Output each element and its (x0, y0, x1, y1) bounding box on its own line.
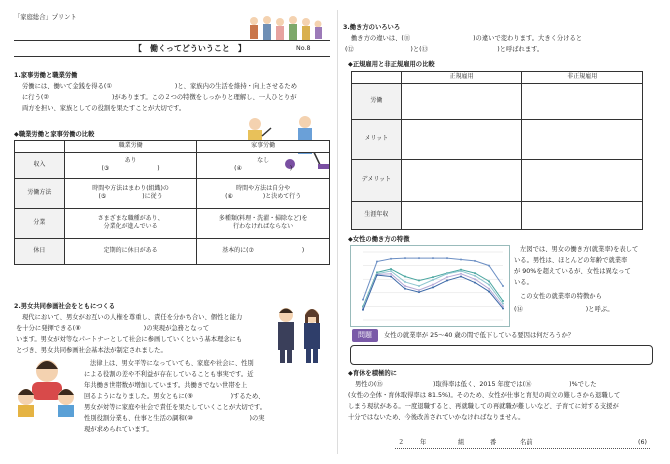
cell-line: 時間や方法はまわり(組織)の (92, 184, 169, 192)
s2-line: による役割の差や不利益が存在していることも事実です。近 (84, 371, 254, 378)
class-label: 組 (458, 439, 465, 446)
chart-point (404, 281, 406, 283)
table2-cell[interactable] (401, 159, 522, 201)
table2-row-label: 労働 (352, 83, 402, 119)
s4-line: しまう現状がある。一度退職すると、再就職しての再就職が難しいなど、子育てに対する支援が (348, 403, 619, 410)
answer-box[interactable] (350, 345, 653, 365)
chart-point (460, 273, 462, 275)
chart-point (404, 275, 406, 277)
table1-row-label: 収入 (15, 152, 65, 178)
chart-text: いる。男性は、ほとんどの年齢で就業率 (514, 257, 628, 264)
s2-line: 法律上は、男女平等になっていても、家庭や社会に、性別 (90, 360, 254, 367)
table2-caption: ◆正規雇用と非正規雇用の比較 (348, 61, 435, 68)
table2-cell[interactable] (522, 119, 643, 159)
s3-line: (⑫ )と(⑬ )と呼ばれます。 (345, 46, 544, 53)
chart-text: が 90%を超えているが、女性は異なって (514, 268, 631, 275)
s2-line: 現が求められています。 (84, 426, 153, 433)
chart-point (488, 280, 490, 282)
table1-cell (197, 178, 330, 208)
table2-cell[interactable] (401, 83, 522, 119)
table1-row-label: 労働方法 (15, 178, 65, 208)
table2-row-label: メリット (352, 119, 402, 159)
section-1-heading: 1.家事労働と職業労働 (14, 72, 78, 79)
cell-line: 分業化が進んでいる (103, 223, 158, 230)
table2-cell[interactable] (522, 83, 643, 119)
table1-cell (64, 208, 197, 238)
chart-point (460, 270, 462, 272)
s1-line: 両方を担い、家族としての役割を果たすことが大切です。 (22, 105, 186, 112)
chart-svg (351, 246, 509, 326)
table1-cell (197, 208, 330, 238)
s1-line: に行う(② )があります。この２つの特徴をしっかりと理解し、一人ひとりが (22, 94, 297, 101)
chart-point (446, 273, 448, 275)
chart-point (460, 258, 462, 260)
cell-line: (③ ) (101, 165, 160, 172)
table2-row-label: 生涯年収 (352, 201, 402, 229)
section-4-heading: ◆育休を積極的に (348, 370, 397, 377)
chart-point (474, 260, 476, 262)
chart-point (502, 300, 504, 302)
chart-point (418, 257, 420, 259)
chart-text: いる。 (514, 279, 533, 286)
question-badge: 問題 (352, 329, 378, 342)
chart-point (488, 284, 490, 286)
chart-point (362, 299, 364, 301)
grade-label: ２ (398, 439, 405, 446)
page-mark: (6) (638, 439, 647, 446)
table1-cell (64, 178, 197, 208)
chart-point (390, 258, 392, 260)
table2-cell[interactable] (401, 201, 522, 229)
family-illustration (246, 14, 326, 44)
table1-row-label: 分業 (15, 208, 65, 238)
s2-line: 回るようになりました。男女ともに(⑨ )するため、 (84, 393, 265, 400)
table1-header: 職業労働 (64, 141, 197, 153)
chart-point (474, 282, 476, 284)
question-text: 女性の就業率が 25～40 歳の間で低下している要因は何だろうか？ (384, 332, 575, 339)
table2-header: 非正規雇用 (522, 72, 643, 84)
chart-point (446, 280, 448, 282)
s2-line: を十分に発揮できる(⑧ )の実現が急務となって (16, 325, 210, 332)
chart-text: 左図では、男女の働き方(就業率)を表して (520, 246, 639, 253)
employment-rate-chart (350, 245, 510, 327)
cell-line: 行わなければならない (233, 223, 294, 230)
cell-line: (④ ) (234, 165, 293, 172)
chart-series-line (363, 258, 503, 299)
chart-point (432, 276, 434, 278)
chart-point (446, 257, 448, 259)
s2-line: 性別役割分業も、仕事と生活の調和(⑩ )の実 (84, 415, 265, 422)
chart-point (376, 274, 378, 276)
s3-line: 働き方の違いは、(⑪ )の違いで変わります。大きく分けると (351, 35, 583, 42)
table2-cell[interactable] (522, 159, 643, 201)
chart-point (390, 268, 392, 270)
s2-line: います。男女が対等なパートナーとして社会に参画していくという基本理念にも (16, 336, 243, 343)
chart-text: この女性の就業率の特徴から (520, 293, 602, 300)
chart-point (390, 273, 392, 275)
table2-cell[interactable] (522, 201, 643, 229)
chart-caption: ◆女性の働き方の特徴 (348, 236, 410, 243)
chart-point (432, 279, 434, 281)
chart-point (362, 309, 364, 311)
table2-row-label: デメリット (352, 159, 402, 201)
chart-point (502, 307, 504, 309)
table1-header: 家事労働 (197, 141, 330, 153)
chart-point (418, 285, 420, 287)
chart-point (418, 291, 420, 293)
page-title: 【 働くってどういうこと 】 (134, 44, 246, 53)
chart-point (390, 270, 392, 272)
column-divider (337, 10, 338, 454)
cell-line: 多種類(料理・洗濯・掃除など)を (218, 214, 308, 222)
chart-point (404, 257, 406, 259)
chart-point (418, 280, 420, 282)
work-comparison-table (14, 140, 330, 265)
family-bottom-illustration (14, 357, 80, 417)
subject-label: 「家庭総合」プリント (14, 14, 77, 21)
table1-caption: ◆職業労働と家事労働の比較 (14, 131, 95, 138)
s4-line: 十分ではないため、今後改善されていかなければなりません。 (348, 414, 525, 421)
s4-line: (女性の全体・育休取得率は 81.5%)。そのため、女性が仕事と育児の両立の難しさから退職して (348, 392, 621, 399)
chart-point (376, 261, 378, 263)
chart-point (432, 257, 434, 259)
chart-point (404, 288, 406, 290)
chart-point (502, 285, 504, 287)
chart-point (488, 288, 490, 290)
table2-header: 正規雇用 (401, 72, 522, 84)
cell-line: 時間や方法は自分や (236, 184, 291, 192)
chart-point (446, 276, 448, 278)
chart-point (390, 275, 392, 277)
name-label: 名前 (520, 439, 533, 446)
name-underline (395, 448, 650, 449)
table1-cell (197, 152, 330, 178)
s2-line: 男女が対等に家庭や社会で責任を果たしていくことが大切です。 (84, 404, 267, 411)
chart-point (432, 284, 434, 286)
s1-line: 労働には、働いて金銭を得る(① )と、家族内の生活を維持・向上させるため (22, 83, 298, 90)
table1-cell: 定期的に休日がある (64, 238, 197, 264)
number-label: 番 (490, 439, 497, 446)
year-label: 年 (420, 439, 427, 446)
table1-row-label: 休日 (15, 238, 65, 264)
chart-point (502, 303, 504, 305)
chart-point (488, 290, 490, 292)
section-2-heading: 2.男女共同参画社会をともにつくる (14, 303, 116, 310)
chart-text: (⑭ )と呼ぶ。 (514, 306, 614, 313)
employment-comparison-table (351, 71, 643, 230)
table2-cell[interactable] (401, 119, 522, 159)
chart-point (432, 286, 434, 288)
table1-corner (15, 141, 65, 153)
table1-cell (64, 152, 197, 178)
table1-cell: 基本的に(⑦ ) (197, 238, 330, 264)
s2-line: 年共働き世帯数が増加しています。共働きでない世帯を上 (84, 382, 248, 389)
s4-line: 男性の(⑮ )取得率は低く、2015 年度では(⑯ )%でした (355, 381, 597, 388)
chart-point (404, 285, 406, 287)
cell-line: さまざまな職種があり、 (97, 214, 164, 222)
cell-line: (⑤ )に従う (98, 193, 163, 200)
chart-point (474, 278, 476, 280)
page-number: No.8 (296, 45, 311, 52)
cell-line: なし (257, 156, 270, 164)
s2-line: 現代において、男女がお互いの人権を尊重し、責任を分かち合い、個性と能力 (22, 314, 243, 321)
s2-line: とづき、男女共同参画社会基本法が制定されました。 (16, 347, 167, 354)
cell-line: あり (124, 156, 137, 164)
table2-corner (352, 72, 402, 84)
section-3-heading: 3.働き方のいろいろ (343, 24, 401, 31)
couple-illustration (268, 305, 330, 365)
chart-point (474, 275, 476, 277)
chart-point (418, 289, 420, 291)
chart-point (488, 265, 490, 267)
chart-point (460, 275, 462, 277)
cell-line: (⑥ )と決めて行う (225, 193, 302, 200)
chart-point (474, 272, 476, 274)
